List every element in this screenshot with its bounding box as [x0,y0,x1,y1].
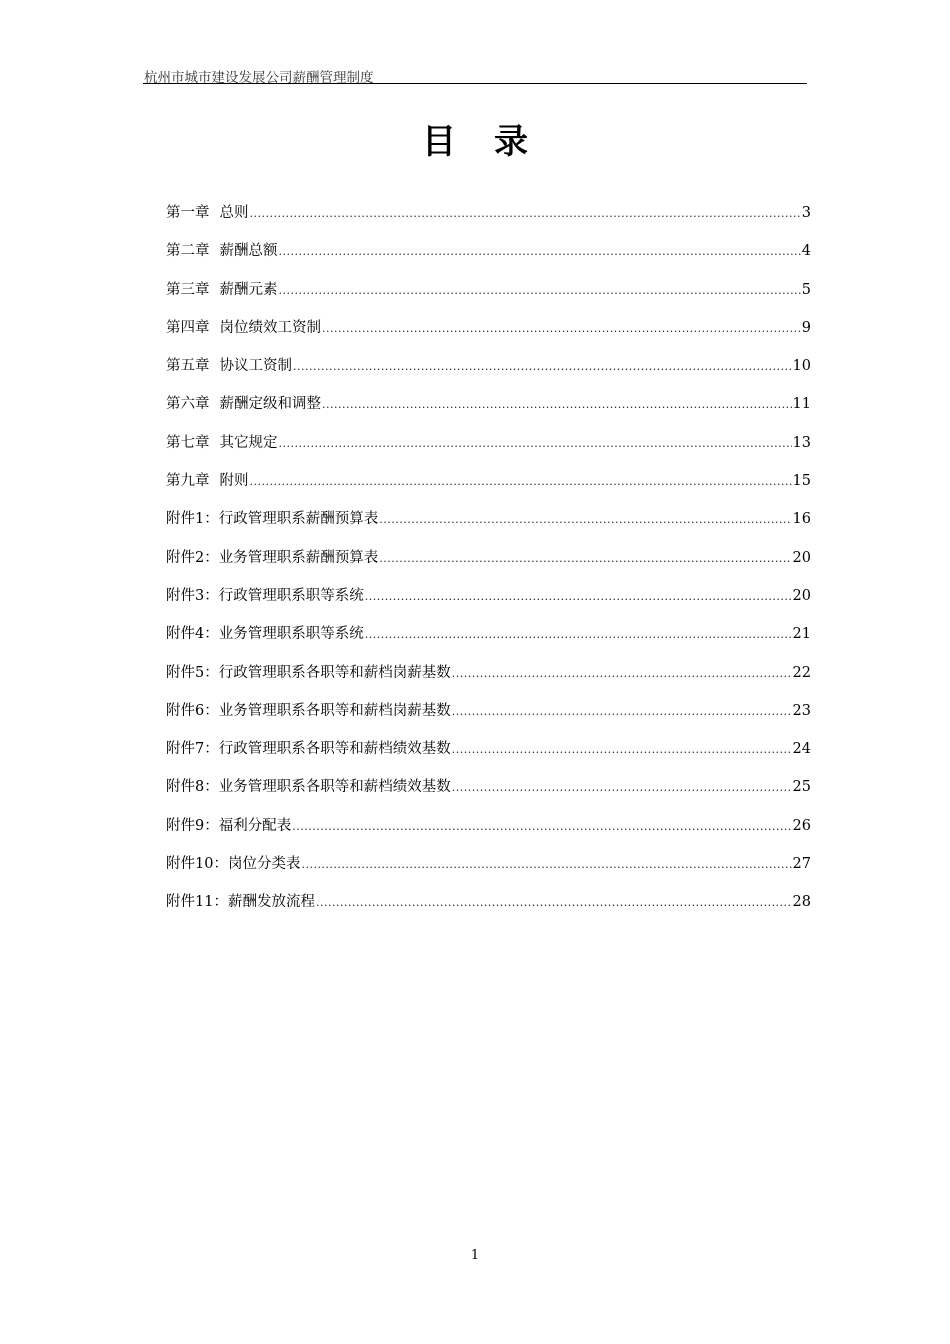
toc-entry-title: 行政管理职系职等系统 [218,587,364,604]
toc-entry[interactable] [166,238,811,276]
toc-entry[interactable] [166,277,811,315]
toc-entry-page: 4 [801,243,811,260]
toc-entry[interactable] [166,698,811,736]
toc-dot-leader [250,469,792,495]
toc-entry[interactable] [166,200,811,238]
toc-entry-heading [166,200,249,226]
toc-entry[interactable] [166,545,811,583]
toc-entry-title: 行政管理职系各职等和薪档绩效基数 [218,741,451,758]
toc-entry-title: 其它规定 [219,434,278,451]
header-rule [143,83,807,84]
toc-entry-number: 附件3： [166,587,219,604]
toc-dot-leader [452,737,792,763]
toc-dot-leader [379,546,791,572]
toc-entry-page: 22 [792,664,811,681]
toc-entry-heading [166,430,278,456]
toc-entry-number: 附件7： [166,741,219,758]
toc-entry-number: 第四章 [166,319,210,336]
toc-entry-heading [166,851,300,877]
toc-entry-heading [166,545,378,571]
toc-entry-heading [166,583,364,609]
toc-entry-page: 21 [792,626,811,643]
toc-entry-number: 附件2： [166,549,219,566]
toc-dot-leader [292,814,791,840]
toc-entry-title: 业务管理职系薪酬预算表 [218,549,379,566]
toc-entry-title: 总则 [219,205,249,221]
toc-dot-leader [279,239,801,265]
toc-entry-page: 23 [792,702,811,719]
toc-entry-page: 26 [792,817,811,834]
toc-entry-title: 附则 [219,473,249,490]
toc-entry[interactable] [166,736,811,774]
toc-entry-number: 第七章 [166,434,210,451]
toc-entry-number: 附件1： [166,511,219,528]
toc-dot-leader [322,392,792,418]
toc-entry[interactable] [166,813,811,851]
toc-entry[interactable] [166,851,811,889]
toc-entry[interactable] [166,468,811,506]
toc-entry-page: 5 [801,281,811,298]
toc-title: 目录 [422,122,566,162]
toc-entry-heading [166,621,364,647]
toc-entry-page: 3 [801,205,811,221]
toc-entry-heading [166,353,292,379]
toc-entry-page: 9 [801,319,811,336]
toc-dot-leader [452,699,792,725]
toc-entry[interactable] [166,774,811,812]
toc-entry[interactable] [166,391,811,429]
toc-entry-page: 10 [792,358,811,375]
toc-entry-number: 附件10： [166,856,228,873]
toc-entry-number: 附件9： [166,817,219,834]
toc-entry-page: 27 [792,856,811,873]
toc-dot-leader [293,354,792,380]
toc-entry-number: 附件11： [166,894,228,911]
toc-entry-page: 15 [792,473,811,490]
toc-entry-title: 业务管理职系各职等和薪档岗薪基数 [218,702,451,719]
toc-entry[interactable] [166,660,811,698]
toc-entry-page: 25 [792,779,811,796]
toc-entry-number: 第九章 [166,473,210,490]
toc-entry[interactable] [166,430,811,468]
toc-entry-heading [166,238,278,264]
toc-dot-leader [365,584,792,610]
toc-entry-title: 福利分配表 [218,817,292,834]
page-number: 1 [470,1248,480,1263]
toc-entry-page: 20 [792,587,811,604]
toc-entry-number: 第六章 [166,396,210,413]
toc-entry-title: 行政管理职系薪酬预算表 [218,511,379,528]
toc-entry-heading [166,277,278,303]
toc-dot-leader [452,661,792,687]
toc-entry-heading [166,736,451,762]
toc-entry-heading [166,506,378,532]
toc-entry-number: 附件8： [166,779,219,796]
toc-entry-title: 薪酬元素 [219,281,278,298]
toc-entry-number: 附件4： [166,626,219,643]
toc-entry-number: 第五章 [166,358,210,375]
toc-entry[interactable] [166,889,811,927]
toc-entry[interactable] [166,353,811,391]
toc-entry-number: 第一章 [166,205,210,221]
toc-dot-leader [279,431,792,457]
toc-dot-leader [322,316,801,342]
toc-entry-page: 13 [792,434,811,451]
toc-entry-title: 业务管理职系各职等和薪档绩效基数 [218,779,451,796]
toc-dot-leader [301,852,791,878]
toc-entry-page: 24 [792,741,811,758]
toc-entry-page: 11 [792,396,811,413]
toc-dot-leader [279,278,801,304]
toc-entry-heading [166,391,321,417]
toc-entry-number: 附件5： [166,664,219,681]
toc-entry-heading [166,889,315,915]
toc-dot-leader [452,775,792,801]
toc-entry-heading [166,468,249,494]
toc-entry-number: 附件6： [166,702,219,719]
toc-entry-heading [166,315,321,341]
toc-entry-title: 薪酬总额 [219,243,278,260]
toc-dot-leader [316,890,792,916]
toc-entry-page: 20 [792,549,811,566]
toc-entry-title: 薪酬定级和调整 [219,396,321,413]
toc-entry-heading [166,813,291,839]
toc-dot-leader [365,622,792,648]
toc-entry-title: 岗位分类表 [227,856,301,873]
toc-entry-title: 业务管理职系职等系统 [218,626,364,643]
toc-entry-heading [166,774,451,800]
toc-dot-leader [379,507,791,533]
toc-entry-title: 薪酬发放流程 [227,894,315,911]
toc-entry[interactable] [166,621,811,659]
running-header: 杭州市城市建设发展公司薪酬管理制度 [144,70,374,86]
toc-entry-title: 岗位绩效工资制 [219,319,321,336]
toc-entry-heading [166,660,451,686]
table-of-contents [166,200,811,928]
toc-entry-number: 第三章 [166,281,210,298]
toc-entry[interactable] [166,583,811,621]
toc-entry-page: 28 [792,894,811,911]
toc-dot-leader [250,201,801,227]
toc-entry-title: 行政管理职系各职等和薪档岗薪基数 [218,664,451,681]
toc-entry-title: 协议工资制 [219,358,292,375]
toc-entry[interactable] [166,506,811,544]
toc-entry-heading [166,698,451,724]
toc-entry[interactable] [166,315,811,353]
toc-entry-page: 16 [792,511,811,528]
toc-entry-number: 第二章 [166,243,210,260]
